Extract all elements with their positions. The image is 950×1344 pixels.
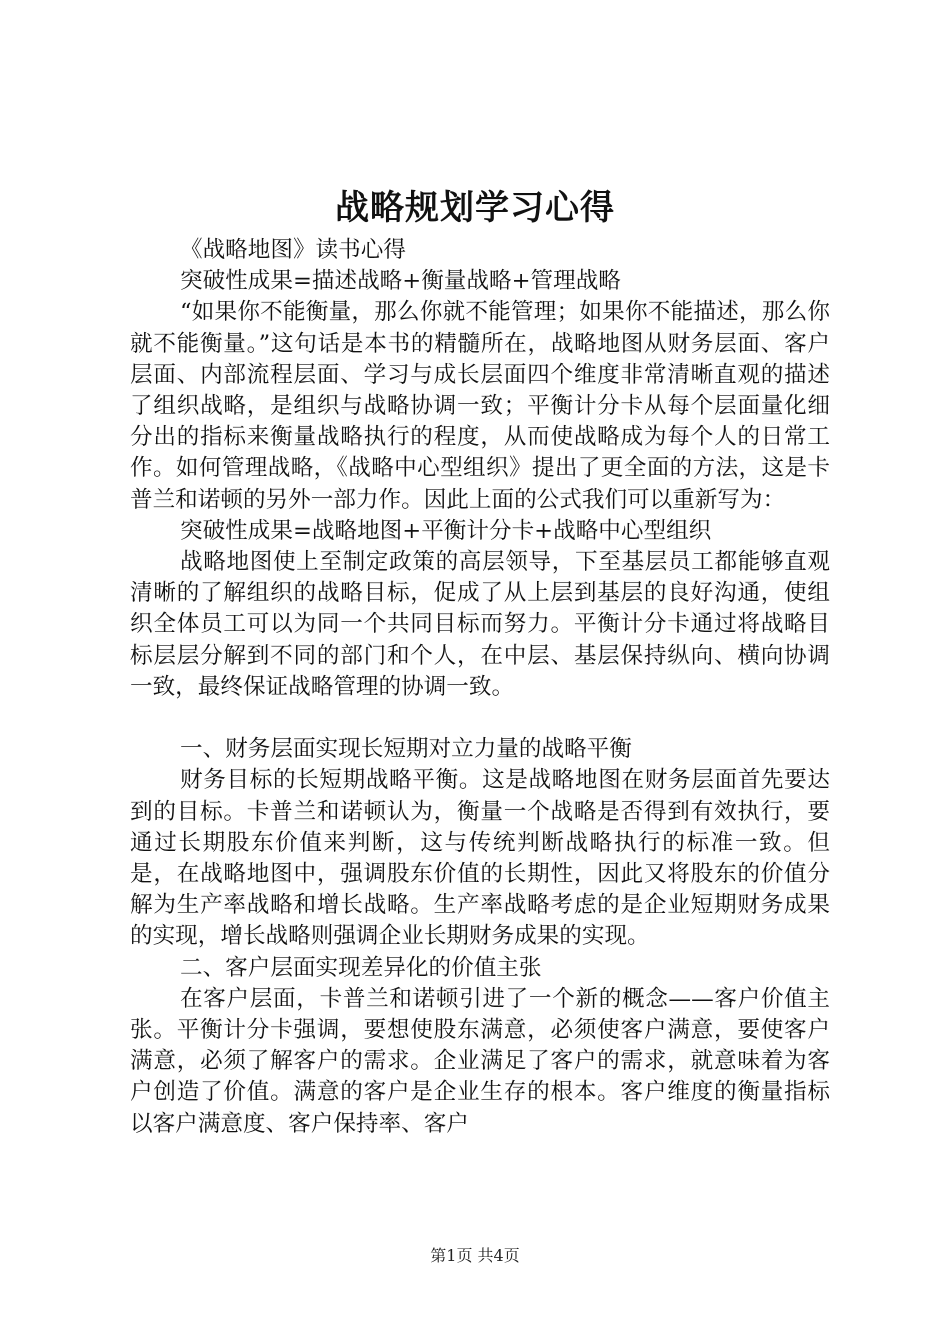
- paragraph-customer: 在客户层面，卡普兰和诺顿引进了一个新的概念——客户价值主张。平衡计分卡强调，要想使股东满意，必须使客户满意，要使客户满意，必须了解客户的需求。企业满足了客户的需求，就意味着为客户创造了价值。满意的客户是企业生存的根本。客户维度的衡量指标以客户满意度、客户保持率、客户: [130, 985, 830, 1137]
- paragraph-book-heading: 《战略地图》读书心得: [180, 237, 406, 263]
- document-title: 战略规划学习心得: [335, 188, 615, 228]
- page-footer: 第1页 共4页: [430, 1246, 520, 1265]
- document-body: [130, 235, 830, 1140]
- section-heading-financial: 一、财务层面实现长短期对立力量的战略平衡: [180, 736, 632, 763]
- paragraph-intro: “如果你不能衡量，那么你就不能管理；如果你不能描述，那么你就不能衡量。”这句话是本书的精髓所在，战略地图从财务层面、客户层面、内部流程层面、学习与成长层面四个维度非常清晰直观的描述了组织战略，是组织与战略协调一致；平衡计分卡从每个层面量化细分出的指标来衡量战略执行的程度，从而使战略成为每个人的日常工作。如何管理战略，《战略中心型组织》提出了更全面的方法，这是卡普兰和诺顿的另外一部力作。因此上面的公式我们可以重新写为：: [130, 299, 830, 513]
- paragraph-financial: 财务目标的长短期战略平衡。这是战略地图在财务层面首先要达到的目标。卡普兰和诺顿认为，衡量一个战略是否得到有效执行，要通过长期股东价值来判断，这与传统判断战略执行的标准一致。但是，在战略地图中，强调股东价值的长期性，因此又将股东的价值分解为生产率战略和增长战略。生产率战略考虑的是企业短期财务成果的实现，增长战略则强调企业长期财务成果的实现。: [130, 767, 830, 950]
- paragraph-formula-2: 突破性成果=战略地图+平衡计分卡+战略中心型组织: [180, 517, 712, 544]
- paragraph-strategy-map: 战略地图使上至制定政策的高层领导，下至基层员工都能够直观清晰的了解组织的战略目标，促成了从上层到基层的良好沟通，使组织全体员工可以为同一个共同目标而努力。平衡计分卡通过将战略目标层层分解到不同的部门和个人，在中层、基层保持纵向、横向协调一致，最终保证战略管理的协调一致。: [130, 549, 830, 700]
- section-heading-customer: 二、客户层面实现差异化的价值主张: [180, 954, 542, 981]
- blank-line: [130, 703, 830, 734]
- paragraph-formula-1: 突破性成果=描述战略+衡量战略+管理战略: [180, 268, 621, 295]
